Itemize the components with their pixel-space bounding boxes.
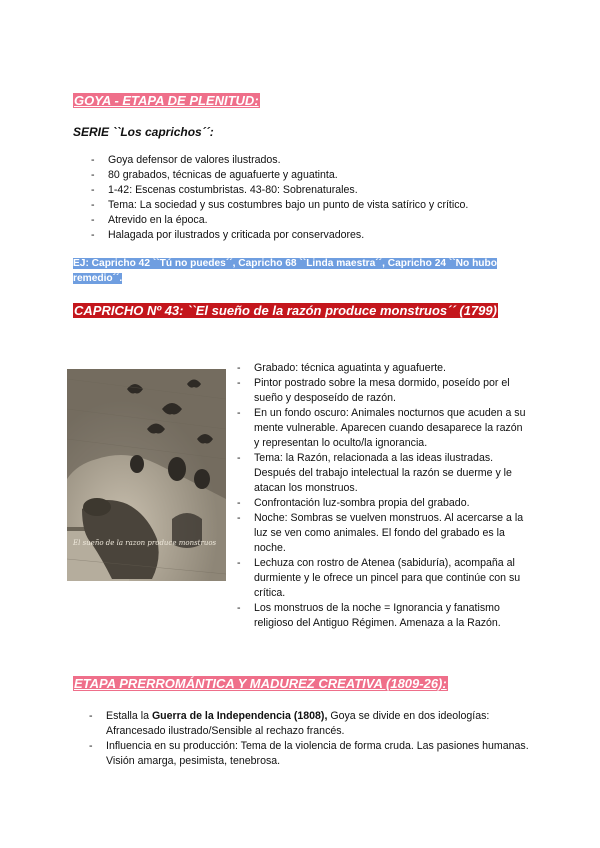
list-item: - 1-42: Escenas costumbristas. 43-80: Sobrenaturales. xyxy=(91,183,531,198)
capricho-bullet-list xyxy=(237,361,529,631)
caprichos-bullet-list xyxy=(91,153,531,243)
section-heading-plenitud: GOYA - ETAPA DE PLENITUD: xyxy=(74,93,259,108)
list-item: - Tema: la Razón, relacionada a las ideas ilustradas. Después del trabajo intelectual la razón se duerme y le atacan los monstruos. xyxy=(237,451,529,496)
etching-caption: El sueño de la razon produce monstruos xyxy=(73,539,217,547)
list-item: - Atrevido en la época. xyxy=(91,213,531,228)
list-item: - Noche: Sombras se vuelven monstruos. Al acercarse a la luz se ven como animales. El fondo del grabado es la noche. xyxy=(237,511,529,556)
list-item: - Lechuza con rostro de Atenea (sabiduría), acompaña al durmiente y le ofrece un pincel para que continúe con su crítica. xyxy=(237,556,529,601)
section-heading-prerromantica: ETAPA PRERROMÁNTICA Y MADUREZ CREATIVA (1809-26): xyxy=(74,676,447,691)
serie-title: SERIE ``Los caprichos´´: xyxy=(73,125,214,139)
capricho-43-heading: CAPRICHO Nº 43: ``El sueño de la razón produce monstruos´´ (1799) xyxy=(74,303,497,318)
prerromantica-bullet-list xyxy=(89,709,529,769)
list-item: - Pintor postrado sobre la mesa dormido, poseído por el sueño y desposeído de razón. xyxy=(237,376,529,406)
list-item: - 80 grabados, técnicas de aguafuerte y aguatinta. xyxy=(91,168,531,183)
list-item: - Influencia en su producción: Tema de la violencia de forma cruda. Las pasiones humanas. Visión amarga, pesimista, tenebrosa. xyxy=(89,739,529,769)
list-item: - Estalla la Guerra de la Independencia (1808), Goya se divide en dos ideologías: Afrancesado ilustrado/Sensible al rechazo francés. xyxy=(89,709,529,739)
capricho-43-etching-image xyxy=(67,369,226,581)
list-item: - Goya defensor de valores ilustrados. xyxy=(91,153,531,168)
list-item: - Halagada por ilustrados y criticada por conservadores. xyxy=(91,228,531,243)
list-item: - Grabado: técnica aguatinta y aguafuerte. xyxy=(237,361,529,376)
list-item: - En un fondo oscuro: Animales nocturnos que acuden a su mente vulnerable. Aparecen cuando desaparece la razón y representan lo oculto/la ignorancia. xyxy=(237,406,529,451)
list-item: - Confrontación luz-sombra propia del grabado. xyxy=(237,496,529,511)
list-item: - Tema: La sociedad y sus costumbres bajo un punto de vista satírico y crítico. xyxy=(91,198,531,213)
examples-highlight: EJ: Capricho 42 ``Tú no puedes´´, Capricho 68 ``Linda maestra´´, Capricho 24 ``No hubo remedio´´. xyxy=(73,258,497,284)
list-item: - Los monstruos de la noche = Ignorancia y fanatismo religioso del Antiguo Régimen. Amenaza a la Razón. xyxy=(237,601,529,631)
